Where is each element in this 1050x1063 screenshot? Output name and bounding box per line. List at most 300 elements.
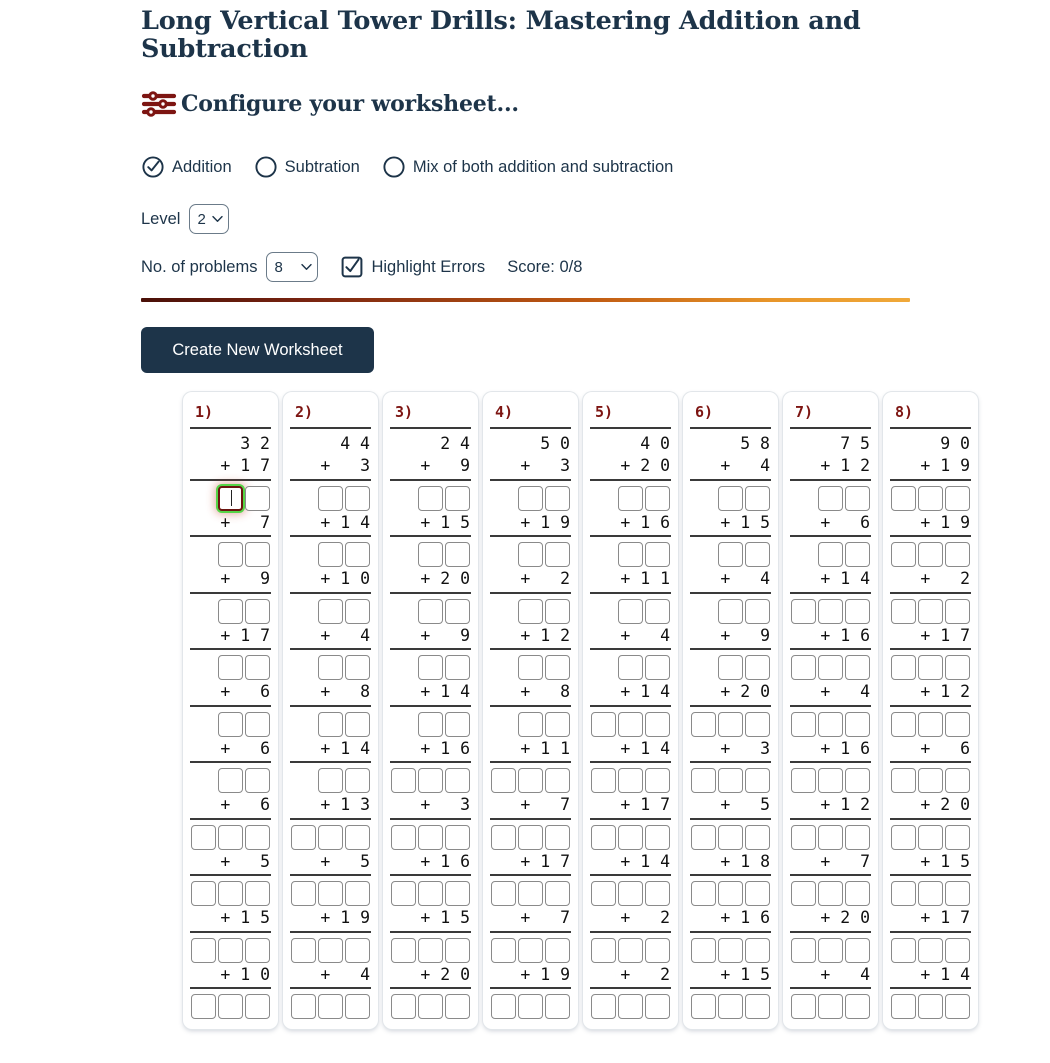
answer-cell[interactable]: [191, 881, 216, 906]
answer-cell[interactable]: [345, 768, 370, 793]
sum-rule: [490, 648, 571, 650]
answer-cell[interactable]: [245, 712, 270, 737]
answer-cell[interactable]: [618, 542, 643, 567]
answer-cell[interactable]: [545, 712, 570, 737]
answer-cell[interactable]: [891, 542, 916, 567]
answer-cell[interactable]: [591, 712, 616, 737]
answer-cell[interactable]: [745, 938, 770, 963]
answer-cell-wrap: [818, 655, 843, 680]
sum-rule: [790, 874, 871, 876]
answer-cell[interactable]: [345, 825, 370, 850]
answer-cell[interactable]: [791, 712, 816, 737]
answer-cell[interactable]: [718, 655, 743, 680]
answer-cell[interactable]: [818, 994, 843, 1019]
answer-cell-wrap: [891, 938, 916, 963]
answer-cell[interactable]: [518, 768, 543, 793]
answer-cell-wrap: [345, 655, 370, 680]
answer-cell[interactable]: [718, 938, 743, 963]
answer-cell-wrap: [545, 938, 570, 963]
answer-cell[interactable]: [891, 881, 916, 906]
answer-cell[interactable]: [945, 599, 970, 624]
answer-cell[interactable]: [618, 825, 643, 850]
answer-cell[interactable]: [891, 599, 916, 624]
answer-cell[interactable]: [591, 768, 616, 793]
answer-cell[interactable]: [918, 994, 943, 1019]
answer-cell-wrap: [545, 599, 570, 624]
create-new-worksheet-button[interactable]: Create New Worksheet: [141, 327, 374, 373]
problem-number: 5): [595, 403, 614, 421]
answer-cell-wrap: [718, 994, 743, 1019]
answer-cell[interactable]: [245, 655, 270, 680]
answer-cell-wrap: [891, 825, 916, 850]
answer-cell[interactable]: [418, 712, 443, 737]
answer-cell[interactable]: [218, 768, 243, 793]
answer-box-row: [588, 992, 673, 1021]
answer-box-row: [188, 597, 273, 626]
operand-line: + 2 0: [720, 682, 770, 702]
answer-cell[interactable]: [718, 768, 743, 793]
answer-box-row: [188, 823, 273, 852]
answer-cell[interactable]: [245, 994, 270, 1019]
answer-cell[interactable]: [718, 825, 743, 850]
answer-cell[interactable]: [545, 994, 570, 1019]
answer-cell[interactable]: [618, 486, 643, 511]
answer-cell[interactable]: [791, 768, 816, 793]
answer-cell[interactable]: [818, 825, 843, 850]
answer-cell[interactable]: [545, 881, 570, 906]
answer-cell-wrap: [218, 655, 243, 680]
operand-line: + 3: [320, 456, 370, 476]
answer-cell[interactable]: [545, 542, 570, 567]
answer-cell[interactable]: [945, 486, 970, 511]
answer-cell[interactable]: [718, 881, 743, 906]
answer-cell[interactable]: [945, 712, 970, 737]
answer-cell[interactable]: [591, 825, 616, 850]
operand-line: + 9: [420, 456, 470, 476]
answer-cell[interactable]: [391, 768, 416, 793]
answer-cell[interactable]: [718, 994, 743, 1019]
sum-rule: [790, 479, 871, 481]
answer-box-row: [188, 936, 273, 965]
sum-rule: [490, 535, 571, 537]
answer-cell-wrap: [418, 994, 443, 1019]
sum-rule: [190, 987, 271, 989]
sum-rule: [290, 705, 371, 707]
answer-box-row: [288, 540, 373, 569]
answer-cell[interactable]: [818, 712, 843, 737]
answer-cell[interactable]: [791, 599, 816, 624]
answer-cell[interactable]: [318, 655, 343, 680]
operand-line: + 4: [320, 625, 370, 645]
mode-option-mix[interactable]: [382, 155, 674, 179]
answer-cell[interactable]: [891, 712, 916, 737]
answer-cell[interactable]: [745, 994, 770, 1019]
answer-cell[interactable]: [418, 486, 443, 511]
answer-cell[interactable]: [391, 881, 416, 906]
answer-cell[interactable]: [618, 712, 643, 737]
answer-cell[interactable]: [245, 486, 270, 511]
answer-cell-wrap: [845, 825, 870, 850]
answer-cell[interactable]: [645, 881, 670, 906]
answer-cell[interactable]: [545, 486, 570, 511]
answer-cell[interactable]: [291, 994, 316, 1019]
answer-cell[interactable]: [918, 825, 943, 850]
answer-cell[interactable]: [518, 599, 543, 624]
answer-cell[interactable]: [945, 542, 970, 567]
answer-cell[interactable]: [745, 881, 770, 906]
problem-column: [483, 392, 578, 1029]
answer-cell[interactable]: [491, 881, 516, 906]
answer-cell[interactable]: [491, 768, 516, 793]
answer-cell[interactable]: [218, 542, 243, 567]
answer-cell[interactable]: [318, 994, 343, 1019]
answer-cell[interactable]: [518, 938, 543, 963]
answer-cell[interactable]: [445, 938, 470, 963]
mode-option-subtraction[interactable]: [254, 155, 360, 179]
answer-cell[interactable]: [691, 881, 716, 906]
answer-cell[interactable]: [918, 486, 943, 511]
answer-cell[interactable]: [545, 768, 570, 793]
answer-cell[interactable]: [345, 938, 370, 963]
answer-cell-wrap: [318, 825, 343, 850]
answer-cell-wrap: [718, 655, 743, 680]
answer-cell[interactable]: [691, 825, 716, 850]
answer-cell[interactable]: [818, 768, 843, 793]
answer-cell[interactable]: [691, 994, 716, 1019]
answer-cell-wrap: [691, 768, 716, 793]
operand-line: + 9: [220, 569, 270, 589]
answer-cell[interactable]: [518, 825, 543, 850]
answer-cell[interactable]: [945, 938, 970, 963]
answer-cell[interactable]: [791, 655, 816, 680]
answer-cell[interactable]: [818, 542, 843, 567]
answer-cell[interactable]: [491, 994, 516, 1019]
answer-cell[interactable]: [845, 938, 870, 963]
answer-cell[interactable]: [391, 994, 416, 1019]
answer-cell[interactable]: [945, 825, 970, 850]
answer-cell[interactable]: [891, 994, 916, 1019]
answer-cell[interactable]: [445, 599, 470, 624]
answer-cell[interactable]: [218, 655, 243, 680]
answer-cell[interactable]: [845, 542, 870, 567]
answer-cell[interactable]: [245, 599, 270, 624]
answer-cell[interactable]: [818, 599, 843, 624]
answer-cell-wrap: [218, 768, 243, 793]
answer-cell[interactable]: [318, 881, 343, 906]
answer-cell-wrap: [818, 994, 843, 1019]
answer-box-row: [788, 992, 873, 1021]
answer-cell[interactable]: [718, 486, 743, 511]
answer-cell[interactable]: [445, 994, 470, 1019]
answer-cell-wrap: [191, 881, 216, 906]
answer-cell[interactable]: [918, 542, 943, 567]
answer-cell-wrap: [891, 655, 916, 680]
answer-cell[interactable]: [191, 994, 216, 1019]
answer-cell[interactable]: [291, 881, 316, 906]
checkbox-checked-icon[interactable]: [341, 256, 363, 278]
problems-select-wrap[interactable]: [266, 252, 318, 282]
sum-rule: [690, 479, 771, 481]
answer-cell[interactable]: [845, 768, 870, 793]
answer-box-row: [488, 597, 573, 626]
answer-cell[interactable]: [618, 768, 643, 793]
answer-cell[interactable]: [518, 655, 543, 680]
answer-cell[interactable]: [391, 938, 416, 963]
operand-line: + 6: [220, 795, 270, 815]
sum-rule: [690, 987, 771, 989]
operand-line: + 1 6: [420, 851, 470, 871]
answer-box-row: [388, 540, 473, 569]
answer-cell[interactable]: [218, 825, 243, 850]
answer-cell[interactable]: [618, 599, 643, 624]
answer-cell[interactable]: [345, 712, 370, 737]
operand-line: 4 4: [340, 434, 370, 453]
answer-cell[interactable]: [618, 655, 643, 680]
sum-rule: [490, 427, 571, 429]
answer-box-row: [888, 992, 973, 1021]
answer-cell[interactable]: [418, 825, 443, 850]
answer-cell[interactable]: [418, 881, 443, 906]
answer-cell[interactable]: [318, 825, 343, 850]
answer-cell-wrap: [845, 599, 870, 624]
answer-cell[interactable]: [245, 938, 270, 963]
answer-cell[interactable]: [818, 655, 843, 680]
answer-cell[interactable]: [518, 881, 543, 906]
answer-cell[interactable]: [845, 825, 870, 850]
answer-cell[interactable]: [218, 712, 243, 737]
answer-cell[interactable]: [891, 825, 916, 850]
answer-cell[interactable]: [345, 881, 370, 906]
answer-cell[interactable]: [645, 712, 670, 737]
answer-cell[interactable]: [418, 655, 443, 680]
answer-cell[interactable]: [618, 994, 643, 1019]
answer-cell[interactable]: [445, 655, 470, 680]
answer-cell[interactable]: [218, 938, 243, 963]
answer-cell-wrap: [918, 599, 943, 624]
answer-cell[interactable]: [518, 542, 543, 567]
operand-line: + 2 0: [420, 964, 470, 984]
answer-cell[interactable]: [518, 994, 543, 1019]
answer-cell[interactable]: [745, 825, 770, 850]
answer-cell[interactable]: [718, 542, 743, 567]
answer-cell[interactable]: [645, 825, 670, 850]
answer-cell[interactable]: [391, 825, 416, 850]
answer-cell[interactable]: [545, 825, 570, 850]
answer-cell[interactable]: [645, 994, 670, 1019]
answer-cell[interactable]: [191, 938, 216, 963]
answer-cell-wrap: [945, 768, 970, 793]
answer-cell[interactable]: [645, 655, 670, 680]
answer-cell[interactable]: [618, 938, 643, 963]
answer-cell-wrap: [618, 486, 643, 511]
answer-cell[interactable]: [345, 486, 370, 511]
answer-cell[interactable]: [818, 938, 843, 963]
answer-cell[interactable]: [491, 825, 516, 850]
answer-cell-wrap: [918, 938, 943, 963]
answer-cell-wrap: [518, 881, 543, 906]
answer-cell[interactable]: [745, 768, 770, 793]
answer-cell[interactable]: [545, 938, 570, 963]
answer-cell[interactable]: [345, 655, 370, 680]
answer-cell[interactable]: [945, 768, 970, 793]
answer-cell[interactable]: [491, 938, 516, 963]
highlight-errors-toggle[interactable]: [341, 256, 485, 278]
answer-cell[interactable]: [318, 768, 343, 793]
answer-cell[interactable]: [218, 881, 243, 906]
answer-cell[interactable]: [745, 542, 770, 567]
level-select-wrap[interactable]: [189, 204, 229, 234]
sum-rule: [490, 818, 571, 820]
answer-cell[interactable]: [318, 712, 343, 737]
answer-cell[interactable]: [645, 768, 670, 793]
answer-cell[interactable]: [245, 768, 270, 793]
answer-cell[interactable]: [445, 768, 470, 793]
answer-cell[interactable]: [591, 881, 616, 906]
answer-box-row: [288, 766, 373, 795]
answer-cell-wrap: [318, 938, 343, 963]
answer-cell[interactable]: [418, 994, 443, 1019]
answer-cell[interactable]: [918, 881, 943, 906]
answer-cell[interactable]: [518, 486, 543, 511]
answer-cell[interactable]: [545, 655, 570, 680]
answer-cell-wrap: [691, 881, 716, 906]
problem-number: 8): [895, 403, 914, 421]
answer-cell[interactable]: [891, 486, 916, 511]
answer-cell[interactable]: [945, 881, 970, 906]
radio-unchecked-icon[interactable]: [254, 155, 278, 179]
answer-cell[interactable]: [245, 881, 270, 906]
problems-select[interactable]: [266, 252, 318, 282]
answer-cell[interactable]: [791, 938, 816, 963]
answer-cell[interactable]: [891, 655, 916, 680]
answer-cell[interactable]: [845, 712, 870, 737]
answer-cell[interactable]: [445, 881, 470, 906]
answer-cell[interactable]: [191, 825, 216, 850]
answer-cell[interactable]: [245, 542, 270, 567]
answer-cell[interactable]: [845, 486, 870, 511]
answer-cell[interactable]: [245, 825, 270, 850]
answer-cell[interactable]: [918, 768, 943, 793]
answer-box-row: [488, 879, 573, 908]
answer-box-row: [788, 879, 873, 908]
answer-cell-wrap: [791, 712, 816, 737]
answer-cell[interactable]: [918, 938, 943, 963]
answer-cell[interactable]: [845, 881, 870, 906]
answer-box-row: [688, 484, 773, 513]
answer-cell[interactable]: [318, 599, 343, 624]
answer-cell-wrap: [318, 655, 343, 680]
problem-number: 6): [695, 403, 714, 421]
sum-rule: [590, 648, 671, 650]
answer-cell[interactable]: [645, 486, 670, 511]
answer-cell[interactable]: [745, 712, 770, 737]
answer-cell-wrap: [218, 825, 243, 850]
answer-cell[interactable]: [818, 486, 843, 511]
answer-cell[interactable]: [445, 712, 470, 737]
answer-cell[interactable]: [891, 768, 916, 793]
answer-cell[interactable]: [445, 542, 470, 567]
answer-cell[interactable]: [945, 655, 970, 680]
answer-cell[interactable]: [445, 825, 470, 850]
answer-cell[interactable]: [218, 599, 243, 624]
answer-cell[interactable]: [745, 486, 770, 511]
answer-cell[interactable]: [418, 768, 443, 793]
answer-cell[interactable]: [345, 599, 370, 624]
answer-cell[interactable]: [291, 825, 316, 850]
answer-cell[interactable]: [891, 938, 916, 963]
answer-cell[interactable]: [791, 994, 816, 1019]
answer-box-row: [788, 653, 873, 682]
radio-unchecked-icon[interactable]: [382, 155, 406, 179]
answer-cell[interactable]: [691, 712, 716, 737]
answer-cell[interactable]: [845, 599, 870, 624]
mode-option-addition-label: Addition: [172, 157, 232, 176]
answer-cell[interactable]: [445, 486, 470, 511]
answer-cell[interactable]: [545, 599, 570, 624]
answer-cell[interactable]: [845, 994, 870, 1019]
level-select[interactable]: [189, 204, 229, 234]
answer-cell[interactable]: [618, 881, 643, 906]
answer-cell[interactable]: [418, 938, 443, 963]
answer-cell-wrap: [591, 881, 616, 906]
answer-cell[interactable]: [418, 599, 443, 624]
answer-cell[interactable]: [845, 655, 870, 680]
answer-cell[interactable]: [345, 542, 370, 567]
operand-line: + 2 0: [920, 795, 970, 815]
answer-cell[interactable]: [418, 542, 443, 567]
answer-cell[interactable]: [718, 712, 743, 737]
answer-cell[interactable]: [645, 542, 670, 567]
answer-cell[interactable]: [791, 881, 816, 906]
operand-line: + 3: [520, 456, 570, 476]
answer-cell[interactable]: [645, 599, 670, 624]
sum-rule: [890, 987, 971, 989]
sum-rule: [690, 648, 771, 650]
answer-cell[interactable]: [218, 994, 243, 1019]
mode-option-addition[interactable]: [141, 155, 232, 179]
operand-line: + 4: [620, 625, 670, 645]
answer-cell[interactable]: [318, 938, 343, 963]
answer-cell[interactable]: [918, 655, 943, 680]
answer-cell-wrap: [591, 768, 616, 793]
answer-cell[interactable]: [518, 712, 543, 737]
answer-cell[interactable]: [718, 599, 743, 624]
answer-cell[interactable]: [791, 825, 816, 850]
answer-cell[interactable]: [945, 994, 970, 1019]
answer-cell[interactable]: [818, 881, 843, 906]
answer-cell[interactable]: [345, 994, 370, 1019]
answer-cell-wrap: [745, 994, 770, 1019]
answer-cell[interactable]: [745, 655, 770, 680]
answer-cell-wrap: [918, 542, 943, 567]
answer-cell-wrap: [445, 655, 470, 680]
answer-cell[interactable]: [591, 938, 616, 963]
answer-cell[interactable]: [291, 938, 316, 963]
answer-cell[interactable]: [645, 938, 670, 963]
answer-cell[interactable]: [745, 599, 770, 624]
radio-checked-icon[interactable]: [141, 155, 165, 179]
answer-cell[interactable]: [918, 599, 943, 624]
answer-cell-wrap: [718, 486, 743, 511]
answer-cell-wrap: [891, 712, 916, 737]
answer-cell-wrap: [645, 768, 670, 793]
answer-cell[interactable]: [691, 768, 716, 793]
answer-cell[interactable]: [591, 994, 616, 1019]
answer-cell[interactable]: [691, 938, 716, 963]
answer-cell[interactable]: [918, 712, 943, 737]
answer-cell[interactable]: [318, 486, 343, 511]
answer-cell[interactable]: [318, 542, 343, 567]
